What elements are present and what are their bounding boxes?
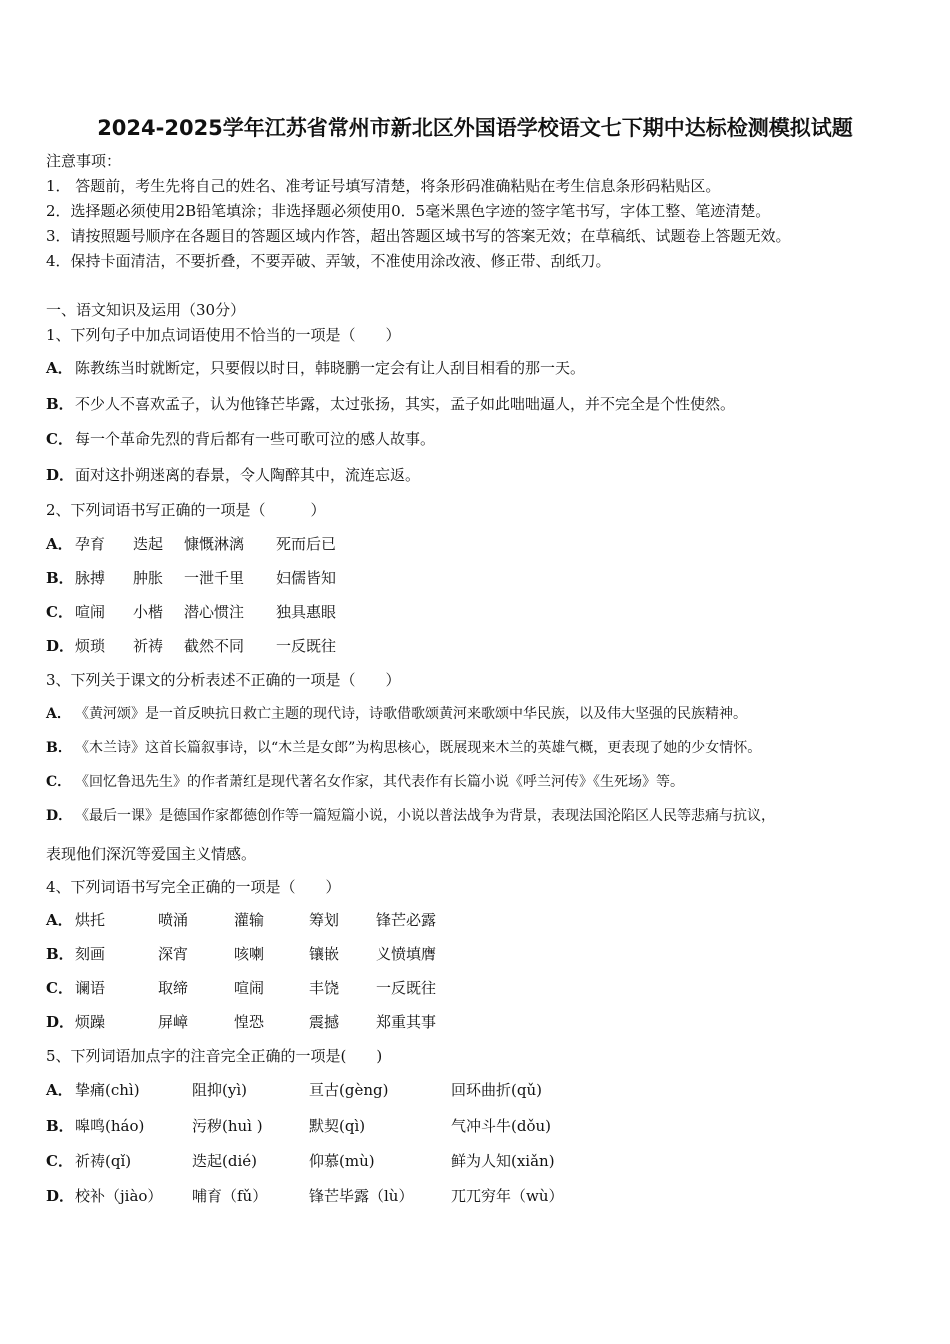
q3-option-a [46,704,747,724]
option-text: 《最后一课》是德国作家都德创作等一篇短篇小说，小说以普法战争为背景，表现法国沦陷区人民等悲痛与抗议， [75,808,775,824]
option-word: 截然不同 [184,637,245,655]
option-word: 校补（jiào） [75,1187,163,1205]
option-word: 亘古(gèng) [309,1081,389,1099]
option-word: 一反既往 [376,979,437,997]
option-letter: D． [46,466,75,484]
option-word: 嗥鸣(háo) [75,1117,145,1135]
option-word: 挚痛(chì) [75,1081,140,1099]
option-word: 筹划 [309,911,340,929]
option-letter: C． [46,774,72,790]
option-word: 谰语 [75,979,106,997]
option-word: 喷涌 [158,911,189,929]
question-5-stem: 5、下列词语加点字的注音完全正确的一项是( ) [46,1047,383,1065]
option-word: 锋芒毕露（lù） [309,1187,414,1205]
option-word: 污秽(huì ) [192,1117,263,1135]
option-word: 一反既往 [276,637,337,655]
option-word: 肿胀 [133,569,164,587]
option-word: 妇儒皆知 [276,569,337,587]
option-letter: A． [46,911,73,929]
option-letter: D． [46,808,73,824]
option-word: 喧闹 [234,979,265,997]
option-word: 震撼 [309,1013,340,1031]
q1-option-d [46,465,420,485]
option-word: 迭起 [133,535,164,553]
option-word: 烘托 [75,911,106,929]
option-text: 每一个革命先烈的背后都有一些可歌可泣的感人故事。 [75,430,436,448]
notice-item: 3．请按照题号顺序在各题目的答题区域内作答，超出答题区域书写的答案无效；在草稿纸、试题卷上答题无效。 [46,227,791,245]
option-letter: D． [46,1187,75,1205]
option-letter: A． [46,359,73,377]
option-word: 咳喇 [234,945,265,963]
option-word: 取缔 [158,979,189,997]
option-word: 刻画 [75,945,106,963]
question-4-stem: 4、下列词语书写完全正确的一项是（ ） [46,878,341,896]
option-word: 脉搏 [75,569,106,587]
option-word: 哺育（fǔ） [192,1187,268,1205]
option-letter: B． [46,569,74,587]
option-letter: B． [46,395,74,413]
option-word: 默契(qì) [309,1117,366,1135]
option-letter: C． [46,603,73,621]
notice-item: 2．选择题必须使用2B铅笔填涂；非选择题必须使用0．5毫米黑色字迹的签字笔书写，字体工整、笔迹清楚。 [46,202,771,220]
option-word: 阻抑(yì) [192,1081,247,1099]
option-word: 惶恐 [234,1013,265,1031]
q3-option-c [46,772,684,792]
option-word: 独具惠眼 [276,603,337,621]
option-word: 一泄千里 [184,569,245,587]
option-word: 喧闹 [75,603,106,621]
option-word: 迭起(dié) [192,1152,257,1170]
option-word: 义愤填膺 [376,945,437,963]
option-word: 锋芒必露 [376,911,437,929]
option-word: 烦琐 [75,637,106,655]
option-letter: B． [46,1117,74,1135]
option-text: 不少人不喜欢孟子，认为他锋芒毕露，太过张扬，其实，孟子如此咄咄逼人，并不完全是个性使然。 [75,395,736,413]
question-3-stem: 3、下列关于课文的分析表述不正确的一项是（ ） [46,671,401,689]
option-letter: A． [46,535,73,553]
option-text: 陈教练当时就断定，只要假以时日，韩晓鹏一定会有让人刮目相看的那一天。 [75,359,586,377]
question-1-stem: 1、下列句子中加点词语使用不恰当的一项是（ ） [46,326,401,344]
option-word: 祈祷 [133,637,164,655]
q3-option-b [46,738,761,758]
option-letter: C． [46,430,73,448]
option-letter: A． [46,1081,73,1099]
option-word: 郑重其事 [376,1013,437,1031]
notice-heading: 注意事项： [46,152,122,170]
option-text: 面对这扑朔迷离的春景，令人陶醉其中，流连忘返。 [75,466,421,484]
option-word: 灌输 [234,911,265,929]
option-word: 烦躁 [75,1013,106,1031]
section-heading: 一、语文知识及运用（30分） [46,301,246,319]
q1-option-c [46,429,435,449]
notice-item: 1． 答题前，考生先将自己的姓名、准考证号填写清楚，将条形码准确粘贴在考生信息条形码粘贴区。 [46,177,721,195]
option-word: 气冲斗牛(dǒu) [451,1117,551,1135]
option-letter: A． [46,706,71,722]
option-word: 屏嶂 [158,1013,189,1031]
page-title: 2024-2025学年江苏省常州市新北区外国语学校语文七下期中达标检测模拟试题 [97,116,853,140]
option-letter: B． [46,740,72,756]
option-letter: B． [46,945,74,963]
option-word: 死而后已 [276,535,337,553]
option-word: 小楷 [133,603,164,621]
option-text: 《木兰诗》这首长篇叙事诗，以“木兰是女郎”为构思核心，既展现来木兰的英雄气概，更表现了她的少女情怀。 [75,740,762,756]
option-letter: C． [46,1152,73,1170]
option-word: 回环曲折(qǔ) [451,1081,542,1099]
q3-option-d-continuation: 表现他们深沉等爱国主义情感。 [46,845,257,863]
option-text: 《回忆鲁迅先生》的作者萧红是现代著名女作家，其代表作有长篇小说《呼兰河传》《生死场》等。 [75,774,684,790]
option-word: 慷慨淋漓 [184,535,245,553]
notice-item: 4．保持卡面清洁，不要折叠，不要弄破、弄皱，不准使用涂改液、修正带、刮纸刀。 [46,252,611,270]
option-word: 鲜为人知(xiǎn) [451,1152,555,1170]
q1-option-b [46,394,735,414]
option-word: 祈祷(qǐ) [75,1152,132,1170]
option-word: 镶嵌 [309,945,340,963]
option-letter: C． [46,979,73,997]
q1-option-a [46,358,585,378]
question-2-stem: 2、下列词语书写正确的一项是（ ） [46,501,326,519]
option-word: 兀兀穷年（wù） [451,1187,564,1205]
option-word: 孕育 [75,535,106,553]
option-word: 丰饶 [309,979,340,997]
option-word: 潜心惯注 [184,603,245,621]
option-word: 仰慕(mù) [309,1152,375,1170]
q3-option-d [46,806,775,826]
option-letter: D． [46,1013,75,1031]
option-word: 深宵 [158,945,189,963]
option-text: 《黄河颂》是一首反映抗日救亡主题的现代诗，诗歌借歌颂黄河来歌颂中华民族，以及伟大坚强的民族精神。 [75,706,747,722]
option-letter: D． [46,637,75,655]
